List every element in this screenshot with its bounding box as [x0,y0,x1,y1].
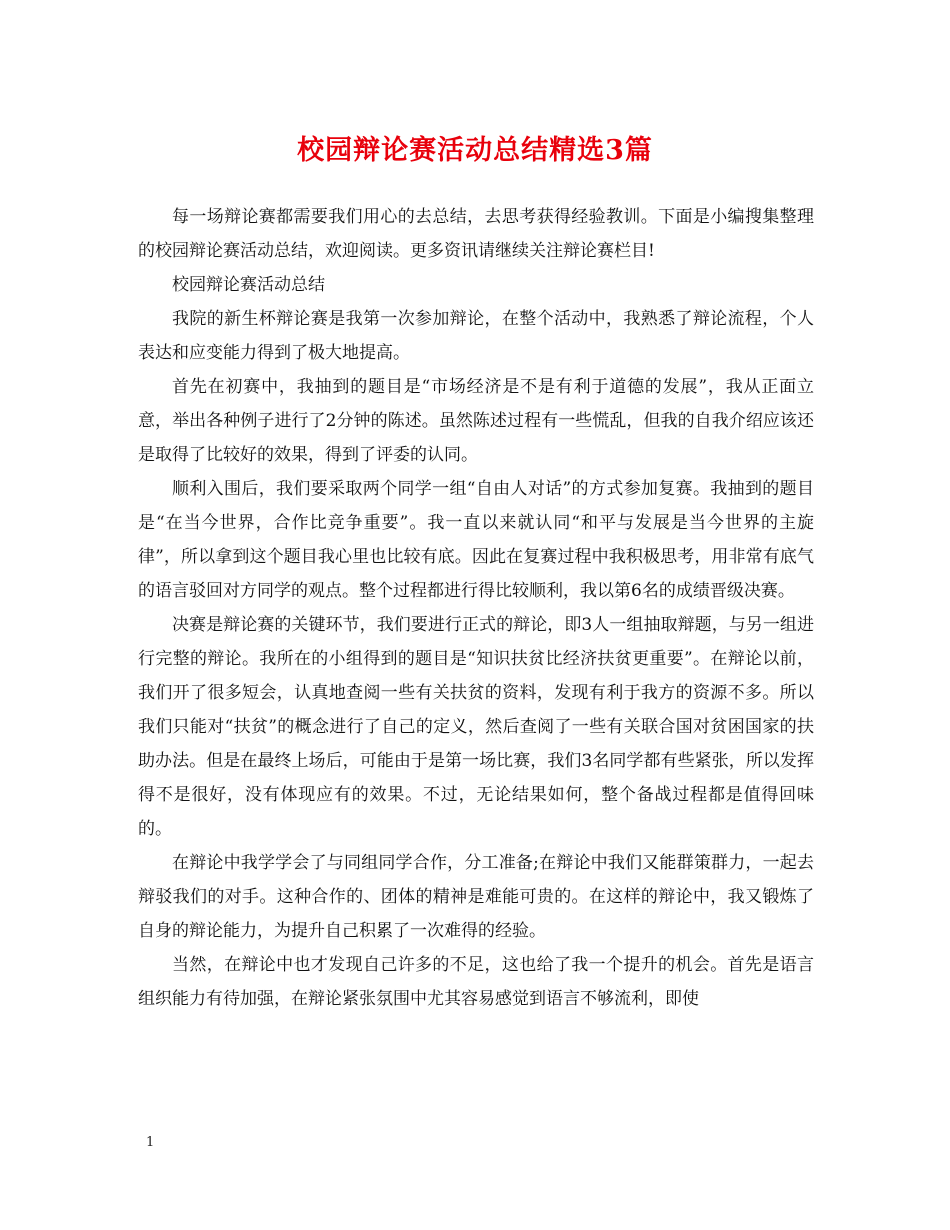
paragraph-4: 决赛是辩论赛的关键环节，我们要进行正式的辩论，即3人一组抽取辩题，与另一组进行完整的辩论。我所在的小组得到的题目是“知识扶贫比经济扶贫更重要”。在辩论以前，我们开了很多短会，认真地查阅一些有关扶贫的资料，发现有利于我方的资源不多。所以我们只能对“扶贫”的概念进行了自己的定义，然后查阅了一些有关联合国对贫困国家的扶助办法。但是在最终上场后，可能由于是第一场比赛，我们3名同学都有些紧张，所以发挥得不是很好，没有体现应有的效果。不过，无论结果如何，整个备战过程都是值得回味的。 [138,615,814,839]
paragraph-6: 当然，在辩论中也才发现自己许多的不足，这也给了我一个提升的机会。首先是语言组织能力有待加强，在辩论紧张氛围中尤其容易感觉到语言不够流利，即使 [138,955,814,1009]
document-body [138,200,814,1016]
paragraph-intro: 每一场辩论赛都需要我们用心的去总结，去思考获得经验教训。下面是小编搜集整理的校园辩论赛活动总结，欢迎阅读。更多资讯请继续关注辩论赛栏目! [138,207,814,261]
document-title: 校园辩论赛活动总结精选3篇 [297,135,653,166]
paragraph-2: 首先在初赛中，我抽到的题目是“市场经济是不是有利于道德的发展”，我从正面立意，举出各种例子进行了2分钟的陈述。虽然陈述过程有一些慌乱，但我的自我介绍应该还是取得了比较好的效果，得到了评委的认同。 [138,377,814,465]
paragraph-1: 我院的新生杯辩论赛是我第一次参加辩论，在整个活动中，我熟悉了辩论流程，个人表达和应变能力得到了极大地提高。 [138,309,814,363]
paragraph-subheading: 校园辩论赛活动总结 [172,275,325,295]
page-number: 1 [146,1135,155,1150]
paragraph-5: 在辩论中我学学会了与同组同学合作，分工准备;在辩论中我们又能群策群力，一起去辩驳我们的对手。这种合作的、团体的精神是难能可贵的。在这样的辩论中，我又锻炼了自身的辩论能力，为提升自己积累了一次难得的经验。 [138,853,814,941]
paragraph-3: 顺利入围后，我们要采取两个同学一组“自由人对话”的方式参加复赛。我抽到的题目是“在当今世界，合作比竞争重要”。我一直以来就认同“和平与发展是当今世界的主旋律”，所以拿到这个题目我心里也比较有底。因此在复赛过程中我积极思考，用非常有底气的语言驳回对方同学的观点。整个过程都进行得比较顺利，我以第6名的成绩晋级决赛。 [138,479,814,601]
